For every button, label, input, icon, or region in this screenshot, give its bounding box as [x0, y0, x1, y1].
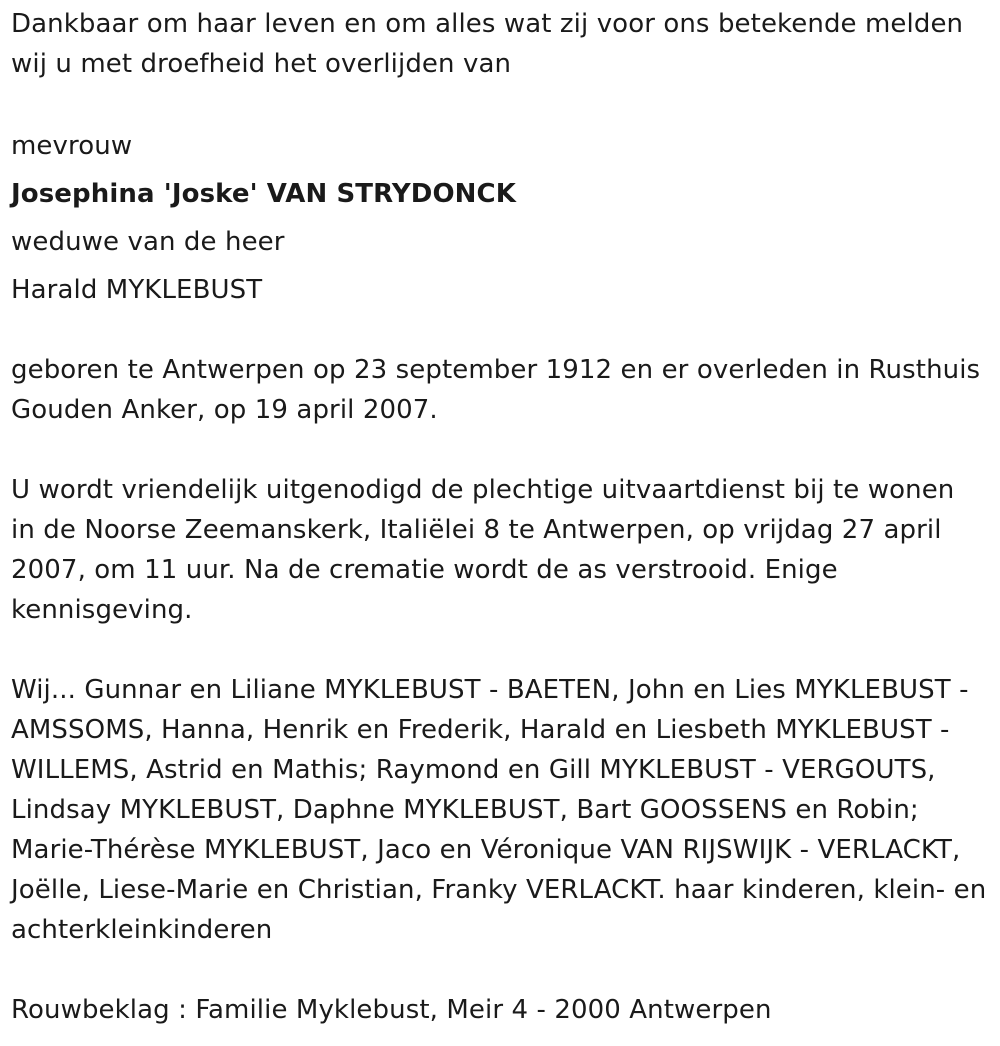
spouse-name: Harald MYKLEBUST [11, 275, 263, 305]
family-line: Joëlle, Liese-Marie en Christian, Franky VERLACKT. haar kinderen, klein- en [11, 875, 987, 905]
family-line: Wij... Gunnar en Liliane MYKLEBUST - BAETEN, John en Lies MYKLEBUST - [11, 675, 969, 705]
intro-line: Dankbaar om haar leven en om alles wat zij voor ons betekende melden [11, 9, 964, 39]
birth-death-paragraph [11, 350, 980, 430]
condolence-address: Rouwbeklag : Familie Myklebust, Meir 4 - 2000 Antwerpen [11, 995, 772, 1025]
family-line: AMSSOMS, Hanna, Henrik en Frederik, Harald en Liesbeth MYKLEBUST - [11, 715, 950, 745]
widow-of-label: weduwe van de heer [11, 227, 285, 257]
invitation-line: U wordt vriendelijk uitgenodigd de plechtige uitvaartdienst bij te wonen [11, 475, 955, 505]
invitation-paragraph [11, 470, 954, 630]
birth-death-line: Gouden Anker, op 19 april 2007. [11, 395, 438, 425]
invitation-line: kennisgeving. [11, 595, 193, 625]
family-line: achterkleinkinderen [11, 915, 273, 945]
invitation-line: 2007, om 11 uur. Na de crematie wordt de as verstrooid. Enige [11, 555, 838, 585]
birth-death-line: geboren te Antwerpen op 23 september 1912 en er overleden in Rusthuis [11, 355, 981, 385]
deceased-name: Josephina 'Joske' VAN STRYDONCK [11, 179, 516, 209]
family-line: Marie-Thérèse MYKLEBUST, Jaco en Véronique VAN RIJSWIJK - VERLACKT, [11, 835, 961, 865]
intro-line: wij u met droefheid het overlijden van [11, 49, 512, 79]
salutation: mevrouw [11, 131, 133, 161]
invitation-line: in de Noorse Zeemanskerk, Italiëlei 8 te Antwerpen, op vrijdag 27 april [11, 515, 942, 545]
family-line: Lindsay MYKLEBUST, Daphne MYKLEBUST, Bart GOOSSENS en Robin; [11, 795, 919, 825]
intro-paragraph [11, 4, 963, 84]
family-line: WILLEMS, Astrid en Mathis; Raymond en Gill MYKLEBUST - VERGOUTS, [11, 755, 936, 785]
family-paragraph [11, 670, 986, 950]
